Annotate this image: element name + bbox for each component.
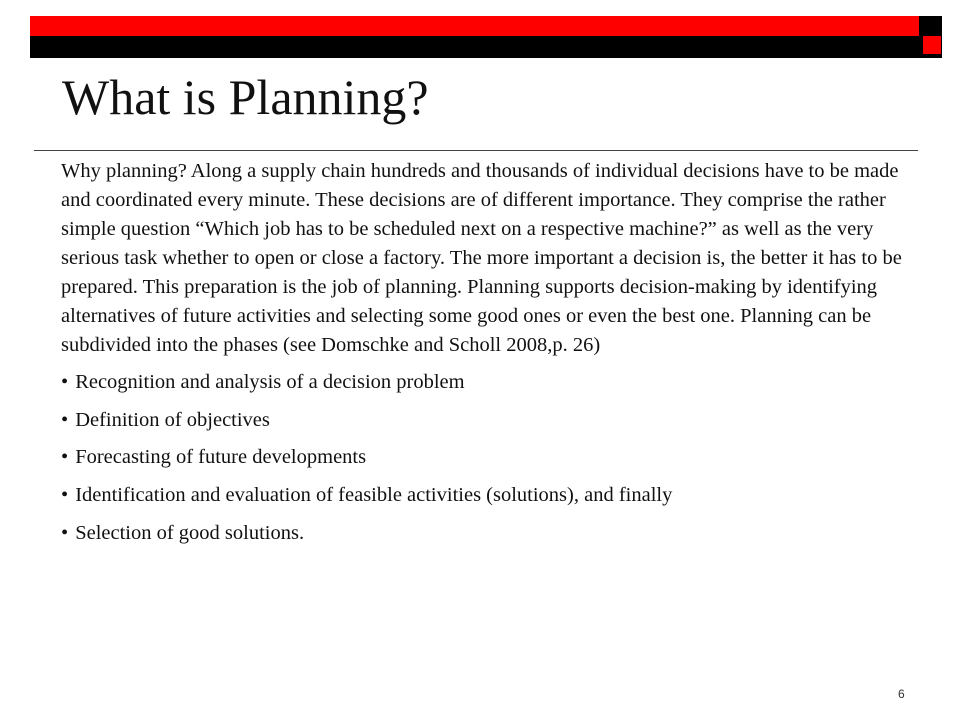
list-item [61, 402, 911, 440]
list-item-text: Forecasting of future developments [75, 446, 367, 469]
slide-body [61, 157, 911, 553]
slide-title: What is Planning? [62, 69, 429, 125]
bullet-icon: • [61, 521, 69, 544]
bullet-icon: • [61, 371, 69, 393]
bullet-icon: • [61, 408, 69, 431]
list-item [61, 477, 911, 515]
header-corner-square-inner [923, 36, 941, 54]
list-item [61, 515, 911, 553]
header-black-bar [30, 36, 919, 58]
page-number: 6 [898, 687, 905, 701]
phase-list [61, 364, 911, 553]
bullet-icon: • [61, 484, 69, 507]
list-item-text: Identification and evaluation of feasible activities (solutions), and finally [75, 484, 673, 507]
intro-paragraph: Why planning? Along a supply chain hundreds and thousands of individual decisions have to be made and coordinated every minute. These decisions are of different importance. They comprise the rather simple question “Which job has to be scheduled next on a respective machine?” as well as the very serious task whether to open or close a factory. The more important a decision is, the better it has to be prepared. This preparation is the job of planning. Planning supports decision-making by identifying alternatives of future activities and selecting some good ones or even the best one. Planning can be subdivided into the phases (see Domschke and Scholl 2008,p. 26) [61, 160, 902, 356]
bullet-icon: • [61, 446, 69, 469]
list-item-text: Selection of good solutions. [75, 521, 305, 544]
list-item [61, 364, 911, 402]
list-item-text: Recognition and analysis of a decision problem [75, 371, 465, 393]
title-divider [34, 150, 918, 151]
list-item [61, 439, 911, 477]
list-item-text: Definition of objectives [75, 408, 270, 431]
